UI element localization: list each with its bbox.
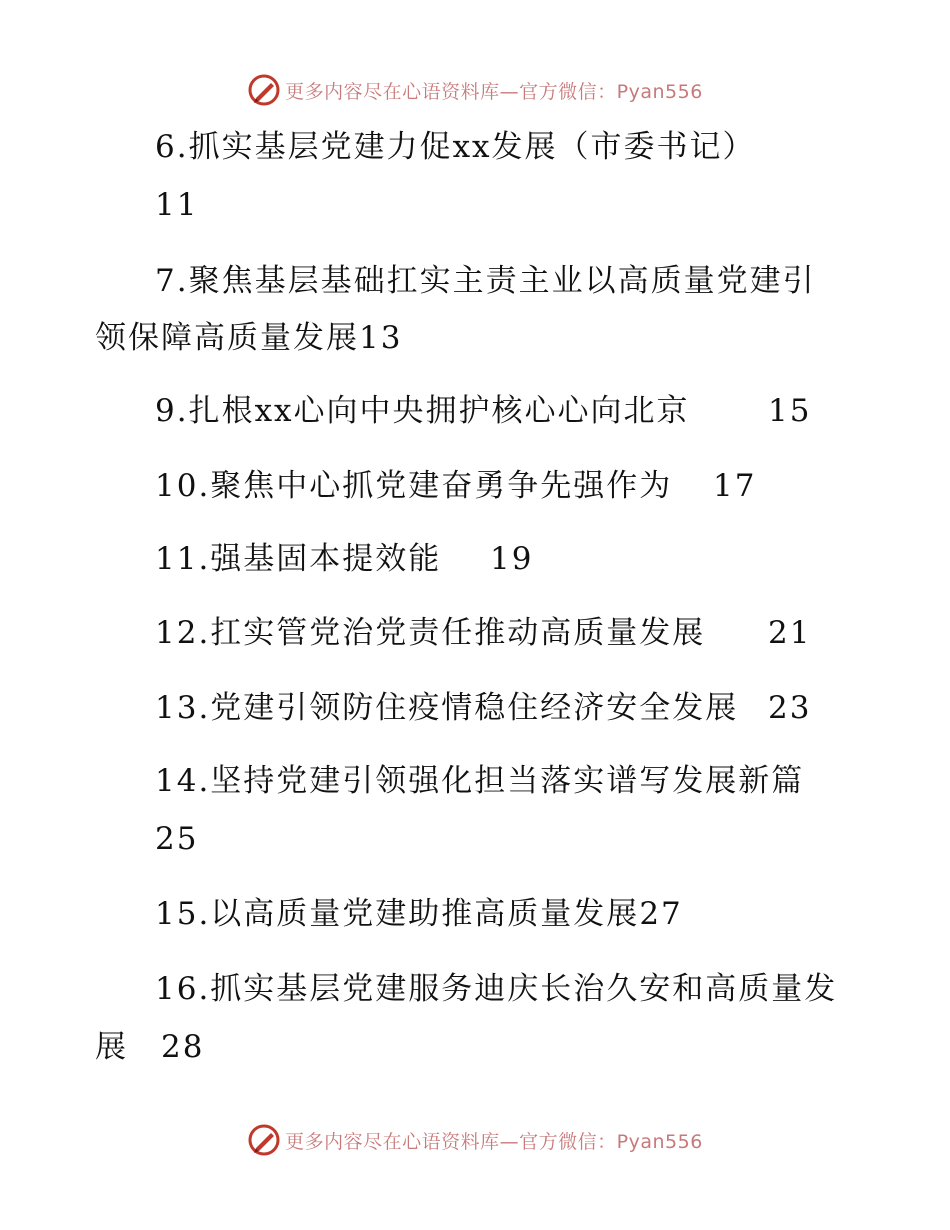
toc-page-number: 13 <box>359 320 403 356</box>
toc-entry-title: 6.抓实基层党建力促xx发展（市委书记） <box>155 129 756 165</box>
toc-entry-title: 14.坚持党建引领强化担当落实谱写发展新篇 <box>155 763 805 799</box>
toc-page-number: 11 <box>155 187 199 223</box>
toc-entry-16[interactable] <box>155 960 837 1018</box>
toc-entry-14-page <box>155 810 198 868</box>
toc-page-number: 17 <box>713 468 757 504</box>
toc-page-number: 21 <box>768 615 812 651</box>
toc-entry-6-page <box>155 176 198 234</box>
toc-entry-13[interactable] <box>155 679 738 737</box>
watermark-text: 更多内容尽在心语资料库—官方微信：Pyan556 <box>285 1130 703 1153</box>
toc-entry-10[interactable] <box>155 457 672 515</box>
toc-entry-title: 11.强基固本提效能 <box>155 541 442 577</box>
toc-entry-14[interactable] <box>155 752 804 810</box>
toc-entry-title-cont: 领保障高质量发展 <box>95 320 359 356</box>
pen-logo-icon <box>247 1123 281 1157</box>
toc-entry-title: 7.聚焦基层基础扛实主责主业以高质量党建引 <box>155 263 816 299</box>
toc-page-number: 27 <box>639 896 683 932</box>
toc-entry-6[interactable] <box>155 118 756 176</box>
watermark-text: 更多内容尽在心语资料库—官方微信：Pyan556 <box>285 80 703 103</box>
toc-entry-11[interactable] <box>155 530 441 588</box>
toc-entry-7[interactable] <box>155 252 816 310</box>
toc-entry-9[interactable] <box>155 382 690 440</box>
toc-page-number: 25 <box>155 821 199 857</box>
toc-entry-12[interactable] <box>155 604 705 662</box>
toc-entry-15[interactable] <box>155 885 683 943</box>
toc-entry-title: 15.以高质量党建助推高质量发展 <box>155 896 640 932</box>
toc-page-number: 19 <box>490 541 534 577</box>
toc-entry-title: 16.抓实基层党建服务迪庆长治久安和高质量发 <box>155 971 838 1007</box>
toc-entry-title: 9.扎根xx心向中央拥护核心心向北京 <box>155 393 690 429</box>
toc-entry-16-cont <box>95 1018 204 1076</box>
toc-entry-7-cont <box>95 309 402 367</box>
toc-page-number: 15 <box>768 393 812 429</box>
toc-page-number: 28 <box>161 1029 205 1065</box>
toc-entry-title-cont: 展 <box>95 1029 128 1065</box>
watermark-footer <box>0 1120 950 1160</box>
toc-entry-title: 13.党建引领防住疫情稳住经济安全发展 <box>155 690 739 726</box>
toc-page-number: 23 <box>768 690 812 726</box>
toc-entry-title: 10.聚焦中心抓党建奋勇争先强作为 <box>155 468 673 504</box>
toc-entry-title: 12.扛实管党治党责任推动高质量发展 <box>155 615 706 651</box>
